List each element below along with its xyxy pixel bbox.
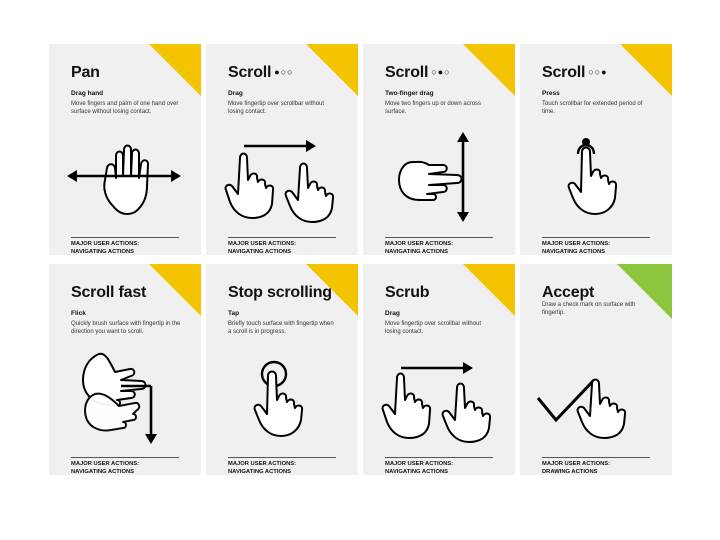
gesture-card-scrub bbox=[363, 264, 515, 475]
corner-accent bbox=[149, 44, 201, 96]
corner-accent bbox=[306, 44, 358, 96]
gesture-card-accept bbox=[520, 264, 672, 475]
card-subtitle: Flick bbox=[71, 310, 86, 317]
drag-gesture-icon bbox=[220, 128, 344, 224]
card-title: Stop scrolling bbox=[228, 284, 332, 301]
step-indicator: ●○○ bbox=[274, 67, 294, 77]
card-description: Move two fingers up or down across surface. bbox=[385, 101, 482, 115]
card-title: Scroll ○●○ bbox=[385, 64, 451, 81]
card-description: Move fingers and palm of one hand over surface without losing contact. bbox=[71, 101, 179, 115]
divider bbox=[542, 457, 650, 458]
corner-accent bbox=[463, 44, 515, 96]
card-description: Draw a check mark on surface with fingertip. bbox=[542, 302, 636, 316]
divider bbox=[385, 237, 493, 238]
divider bbox=[71, 457, 179, 458]
card-subtitle: Drag hand bbox=[71, 90, 104, 97]
card-title: Accept bbox=[542, 284, 595, 301]
gesture-card-scroll-press bbox=[520, 44, 672, 255]
card-description: Touch scrollbar for extended period of time. bbox=[542, 101, 643, 115]
card-subtitle: Press bbox=[542, 90, 560, 97]
major-actions: MAJOR USER ACTIONS: NAVIGATING ACTIONS bbox=[542, 241, 611, 255]
card-subtitle: Drag bbox=[228, 90, 243, 97]
major-actions: MAJOR USER ACTIONS: NAVIGATING ACTIONS bbox=[71, 461, 140, 475]
corner-accent bbox=[149, 264, 201, 316]
flick-gesture-icon bbox=[63, 348, 187, 444]
card-title: Pan bbox=[71, 64, 100, 81]
gesture-card-grid bbox=[49, 44, 672, 483]
major-actions: MAJOR USER ACTIONS: NAVIGATING ACTIONS bbox=[228, 461, 297, 475]
card-description: Move fingertip over scrollbar without losing contact. bbox=[228, 101, 325, 115]
card-subtitle: Drag bbox=[385, 310, 400, 317]
divider bbox=[542, 237, 650, 238]
divider bbox=[228, 237, 336, 238]
corner-accent bbox=[463, 264, 515, 316]
divider bbox=[71, 237, 179, 238]
card-description: Quickly brush surface with fingertip in the direction you want to scroll. bbox=[71, 321, 181, 335]
divider bbox=[385, 457, 493, 458]
card-subtitle: Tap bbox=[228, 310, 240, 317]
major-actions: MAJOR USER ACTIONS: NAVIGATING ACTIONS bbox=[228, 241, 297, 255]
card-title: Scrub bbox=[385, 284, 430, 301]
checkmark-gesture-icon bbox=[534, 348, 658, 444]
major-actions: MAJOR USER ACTIONS: DRAWING ACTIONS bbox=[542, 461, 611, 475]
gesture-card-scroll-two-finger bbox=[363, 44, 515, 255]
card-title: Scroll ●○○ bbox=[228, 64, 294, 81]
card-subtitle: Two-finger drag bbox=[385, 90, 434, 97]
scrub-gesture-icon bbox=[377, 348, 501, 444]
card-description: Briefly touch surface with fingertip when a scroll is in progress. bbox=[228, 321, 334, 335]
gesture-card-pan bbox=[49, 44, 201, 255]
two-finger-drag-icon bbox=[377, 128, 501, 224]
card-description: Move fingertip over scrollbar without losing contact. bbox=[385, 321, 482, 335]
press-gesture-icon bbox=[534, 128, 658, 224]
card-title: Scroll ○○● bbox=[542, 64, 608, 81]
tap-gesture-icon bbox=[220, 348, 344, 444]
major-actions: MAJOR USER ACTIONS: NAVIGATING ACTIONS bbox=[385, 241, 454, 255]
major-actions: MAJOR USER ACTIONS: NAVIGATING ACTIONS bbox=[71, 241, 140, 255]
gesture-card-stop-scrolling bbox=[206, 264, 358, 475]
major-actions: MAJOR USER ACTIONS: NAVIGATING ACTIONS bbox=[385, 461, 454, 475]
divider bbox=[228, 457, 336, 458]
step-indicator: ○○● bbox=[588, 67, 608, 77]
card-title: Scroll fast bbox=[71, 284, 147, 301]
gesture-card-scroll-fast bbox=[49, 264, 201, 475]
gesture-card-scroll-drag bbox=[206, 44, 358, 255]
pan-gesture-icon bbox=[63, 128, 187, 224]
step-indicator: ○●○ bbox=[431, 67, 451, 77]
corner-accent bbox=[620, 44, 672, 96]
